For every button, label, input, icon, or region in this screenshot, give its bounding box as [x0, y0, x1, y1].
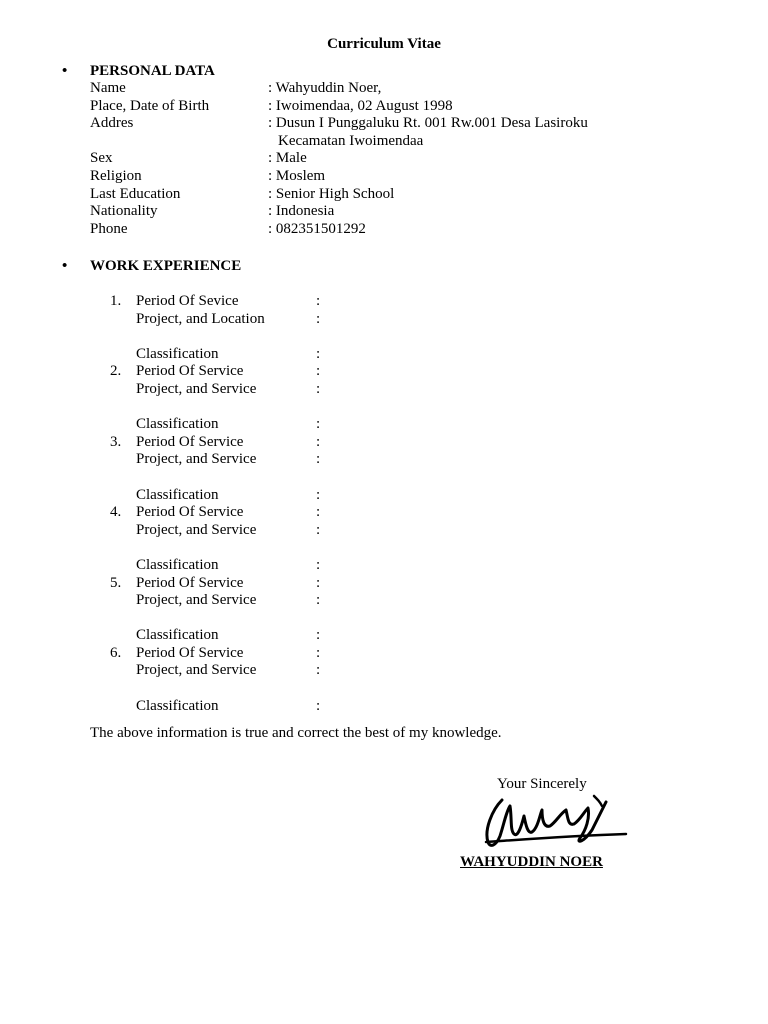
work-label: Period Of Service	[136, 644, 244, 661]
work-colon: :	[316, 662, 321, 679]
personal-label	[90, 133, 268, 151]
work-label: Period Of Service	[136, 433, 244, 450]
signer-name: WAHYUDDIN NOER	[460, 854, 603, 870]
personal-label: Phone	[90, 220, 128, 237]
work-label: Classification	[136, 416, 219, 433]
work-row-period	[110, 363, 510, 381]
personal-value: : Wahyuddin Noer,	[268, 80, 382, 96]
work-experience-list	[110, 293, 510, 715]
work-colon: :	[316, 574, 321, 591]
personal-label: Nationality	[90, 203, 158, 220]
work-colon: :	[316, 451, 321, 468]
work-colon: :	[316, 363, 321, 380]
personal-value: : Moslem	[268, 167, 326, 184]
work-label: Classification	[136, 697, 219, 714]
work-label: Classification	[136, 345, 219, 362]
personal-data-list	[90, 80, 710, 238]
work-colon: :	[316, 345, 321, 362]
personal-row-education	[90, 186, 710, 204]
work-label: Project, and Service	[136, 662, 257, 679]
work-experience-heading	[62, 258, 241, 276]
work-row-project	[110, 592, 510, 610]
personal-label: Sex	[90, 150, 113, 167]
personal-value: : Dusun I Punggaluku Rt. 001 Rw.001 Desa Lasiroku	[268, 115, 588, 132]
personal-value: : Indonesia	[268, 203, 335, 220]
work-colon: :	[316, 380, 321, 397]
work-label: Period Of Sevice	[136, 293, 239, 309]
bullet-icon: •	[62, 63, 68, 79]
work-row-classification	[110, 487, 510, 505]
personal-row-address-cont	[90, 133, 710, 151]
work-row-classification	[110, 698, 510, 716]
work-colon: :	[316, 627, 321, 644]
bullet-icon: •	[62, 258, 68, 274]
work-label: Classification	[136, 486, 219, 503]
work-label: Classification	[136, 556, 219, 573]
personal-row-sex	[90, 150, 710, 168]
work-colon: :	[316, 310, 321, 327]
entry-number: 5.	[110, 574, 122, 591]
personal-data-heading	[62, 63, 215, 81]
entry-number: 4.	[110, 504, 122, 521]
work-label: Project, and Location	[136, 310, 265, 327]
entry-number: 2.	[110, 363, 122, 380]
work-label: Project, and Service	[136, 451, 257, 468]
work-row-period	[110, 293, 510, 311]
personal-row-address	[90, 115, 710, 133]
personal-label: Name	[90, 80, 126, 96]
personal-label: Addres	[90, 115, 134, 132]
work-row-period	[110, 504, 510, 522]
personal-label: Place, Date of Birth	[90, 97, 210, 114]
declaration-statement: The above information is true and correct the best of my knowledge.	[90, 725, 502, 741]
entry-number: 6.	[110, 644, 122, 661]
work-colon: :	[316, 504, 321, 521]
work-experience-heading-text: WORK EXPERIENCE	[90, 258, 242, 274]
personal-value: Kecamatan Iwoimendaa	[278, 132, 424, 149]
work-label: Period Of Service	[136, 504, 244, 521]
work-colon: :	[316, 433, 321, 450]
work-colon: :	[316, 592, 321, 609]
work-colon: :	[316, 486, 321, 503]
work-label: Period Of Service	[136, 574, 244, 591]
work-row-classification	[110, 346, 510, 364]
work-row-period	[110, 434, 510, 452]
entry-number: 3.	[110, 433, 122, 450]
personal-label: Last Education	[90, 185, 181, 202]
work-row-period	[110, 575, 510, 593]
work-row-project	[110, 311, 510, 329]
personal-value: : Male	[268, 150, 307, 167]
work-colon: :	[316, 293, 321, 309]
work-label: Classification	[136, 627, 219, 644]
work-colon: :	[316, 556, 321, 573]
work-row-classification	[110, 557, 510, 575]
work-row-classification	[110, 416, 510, 434]
document-title: Curriculum Vitae	[327, 36, 441, 52]
work-colon: :	[316, 644, 321, 661]
personal-data-heading-text: PERSONAL DATA	[90, 63, 215, 79]
closing-text: Your Sincerely	[497, 776, 587, 792]
personal-row-phone	[90, 221, 710, 239]
personal-row-nationality	[90, 203, 710, 221]
work-colon: :	[316, 697, 321, 714]
work-colon: :	[316, 521, 321, 538]
personal-value: : 082351501292	[268, 220, 366, 237]
work-row-project	[110, 662, 510, 680]
personal-row-name	[90, 80, 710, 98]
work-label: Period Of Service	[136, 363, 244, 380]
work-label: Project, and Service	[136, 380, 257, 397]
work-label: Project, and Service	[136, 521, 257, 538]
work-row-project	[110, 522, 510, 540]
work-row-period	[110, 645, 510, 663]
personal-label: Religion	[90, 167, 142, 184]
work-row-classification	[110, 627, 510, 645]
personal-value: : Senior High School	[268, 185, 395, 202]
entry-number: 1.	[110, 293, 122, 309]
work-row-project	[110, 451, 510, 469]
personal-row-birth	[90, 98, 710, 116]
personal-row-religion	[90, 168, 710, 186]
signature-icon	[476, 786, 636, 858]
work-colon: :	[316, 416, 321, 433]
personal-value: : Iwoimendaa, 02 August 1998	[268, 97, 453, 114]
work-row-project	[110, 381, 510, 399]
work-label: Project, and Service	[136, 592, 257, 609]
